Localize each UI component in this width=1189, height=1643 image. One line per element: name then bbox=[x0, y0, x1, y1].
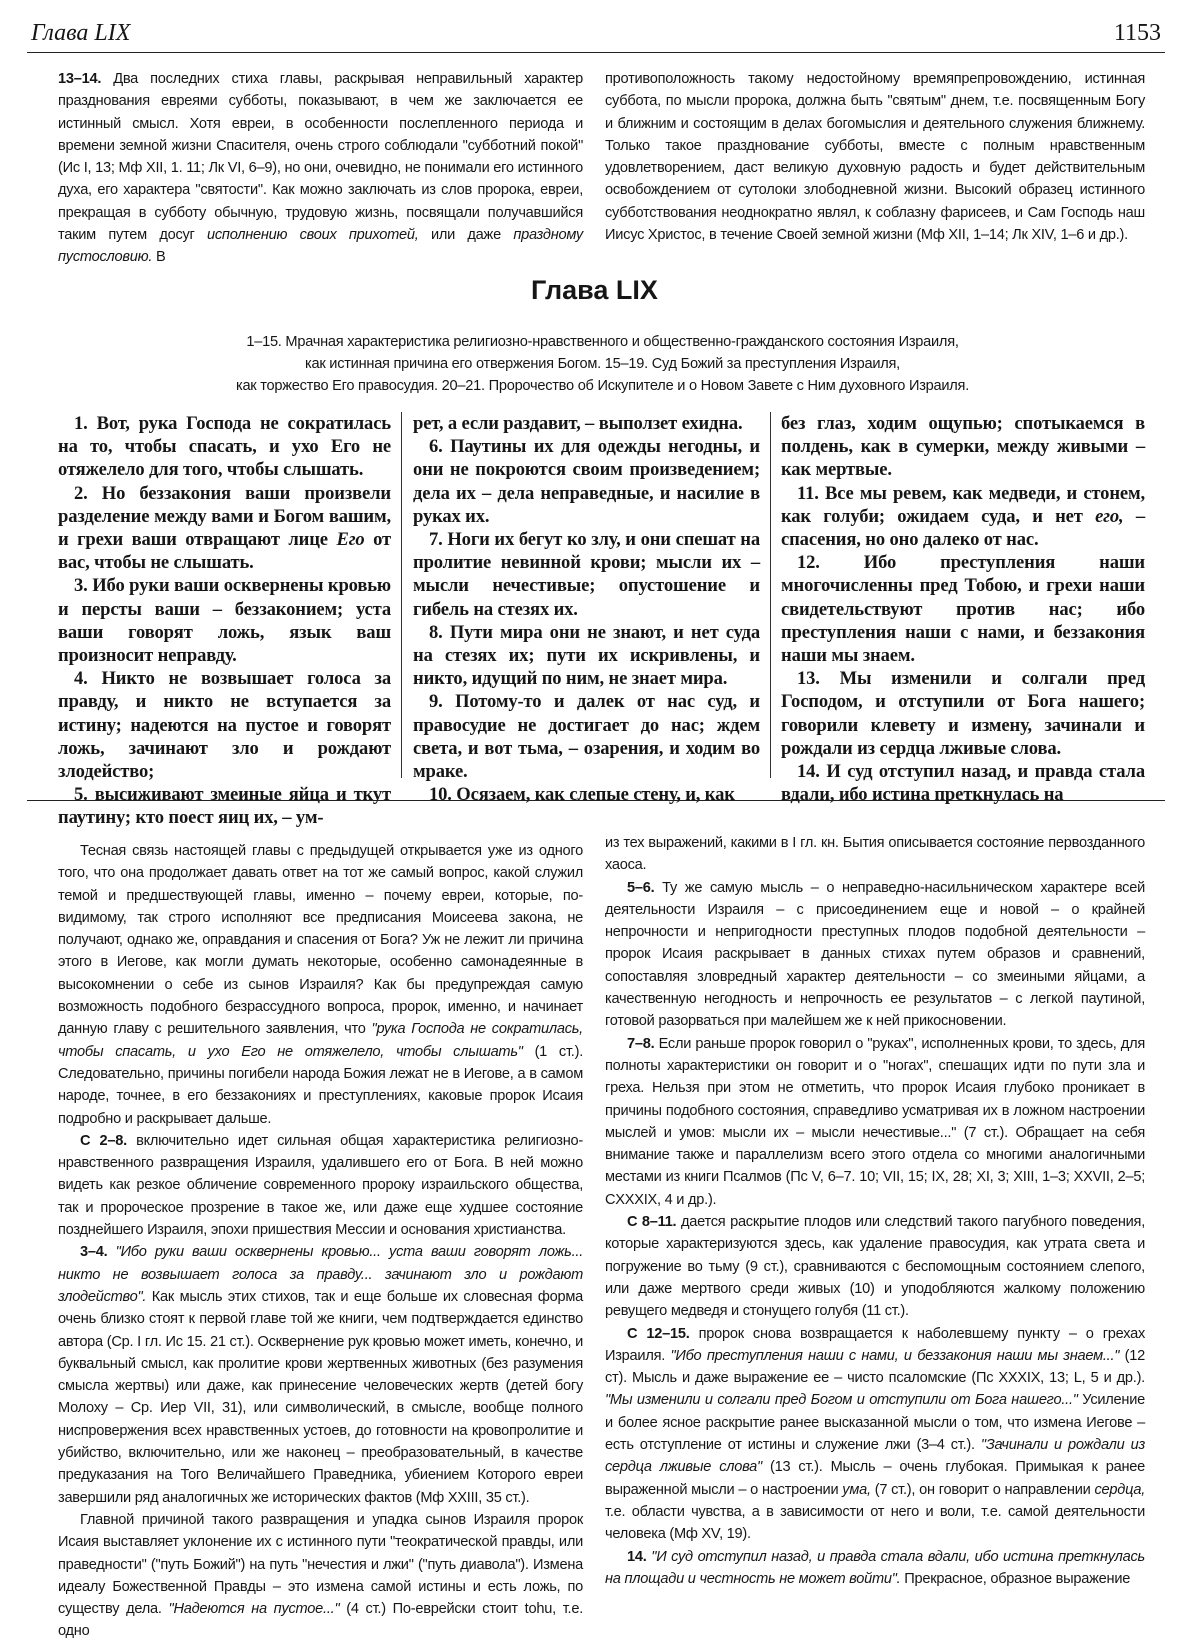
emphasis: "Надеются на пустое..." bbox=[168, 1601, 340, 1618]
verse-continuation: без глаз, ходим ощупью; спотыкаемся в полдень, как в сумерки, между живыми – как мертвые. bbox=[781, 413, 1145, 481]
page-number: 1153 bbox=[1113, 20, 1161, 46]
emphasis: "Мы изменили и солгали пред Богом и отступили от Бога нашего..." bbox=[605, 1392, 1078, 1409]
verse: 5. высиживают змеиные яйца и ткут паутину; кто поест яиц их, – ум- bbox=[58, 784, 391, 829]
scripture-column-3 bbox=[781, 412, 1145, 806]
verse-ref: С 12–15. bbox=[627, 1325, 690, 1342]
commentary-paragraph: С 8–11. дается раскрытие плодов или следствий такого пагубного поведения, которые характеризуются здесь, как удаление правосудия, как утрата света и погружение во тьму (9 ст.), сравниваются с беспомощным состоянием слепого, или даже мертвого среди живых (10) и уподобляются жалкому положению ревущего медведя и стонущего голубя (11 ст.). bbox=[605, 1214, 1146, 1320]
verse: 7. Ноги их бегут ко злу, и они спешат на пролитие невинной крови; мысли их – мысли нечестивые; опустошение и гибель на стезях их. bbox=[413, 529, 760, 620]
bottom-commentary-right bbox=[605, 832, 1145, 1590]
verse: 13. Мы изменили и солгали пред Господом, и отступили от Бога нашего; говорили клевету и измену, зачинали и рождали из сердца лживые слова. bbox=[781, 668, 1145, 759]
verse-ref: С 2–8. bbox=[80, 1132, 127, 1149]
commentary-paragraph: Главной причиной такого развращения и упадка сынов Израиля пророк Исаия выставляет уклонение их с истинного пути "теократической правды, или праведности" ("путь Божий") на путь "нечестия и лжи" ("путь диавола"). Измена идеалу Божественной Правды – это измена самой истины и есть ложь, по существу дела. "Надеются на пустое..." (4 ст.) По-еврейски стоит tohu, т.е. одно bbox=[58, 1511, 583, 1640]
commentary-paragraph: 14. "И суд отступил назад, и правда стала вдали, ибо истина преткнулась на площади и честность не может войти". Прекрасное, образное выражение bbox=[605, 1548, 1145, 1587]
emphasis: "Ибо руки ваши осквернены кровью... уста ваши говорят ложь... никто не возвышает голоса за правду... зачинают зло и рождают злодейство". bbox=[58, 1244, 584, 1305]
emphasis: "Ибо преступления наши с нами, и беззакония наши мы знаем..." bbox=[670, 1347, 1120, 1364]
emphasis: ума, bbox=[842, 1481, 871, 1498]
verse-ref: 3–4. bbox=[80, 1244, 108, 1261]
chapter-summary bbox=[150, 331, 1055, 397]
verse: 14. И суд отступил назад, и правда стала вдали, ибо истина преткнулась на bbox=[781, 761, 1145, 806]
verse-ref: 14. bbox=[627, 1548, 647, 1565]
commentary-paragraph bbox=[58, 68, 583, 269]
bottom-commentary-left bbox=[58, 840, 583, 1643]
emphasis: "И суд отступил назад, и правда стала вдали, ибо истина преткнулась на площади и честность не может войти". bbox=[605, 1548, 1145, 1587]
verse: 8. Пути мира они не знают, и нет суда на стезях их; пути их искривлены, и никто, идущий по ним, не знает мира. bbox=[413, 621, 760, 690]
emphasis: исполнению своих прихотей, bbox=[207, 227, 419, 244]
emphasis: сердца, bbox=[1094, 1481, 1146, 1498]
verse-ref: С 8–11. bbox=[627, 1214, 677, 1231]
emphasis: его, bbox=[1095, 505, 1124, 527]
commentary-text: В bbox=[152, 249, 166, 266]
commentary-paragraph: Тесная связь настоящей главы с предыдущей открывается уже из одного того, что она продолжает давать ответ на тот же самый вопрос, какой служил темой и предшествующей главы, именно – почему евреи, которые, по-видимому, так строго исполняют все предписания Моисеева закона, не получают, однако же, оправдания и спасения от Бога? Уж не лежит ли причина этого в Иегове, как могли думать некоторые, особенно самонадеянные в высокомнении о себе из сынов Израиля? Как бы предупреждая самую возможность подобного безрассудного вопроса, пророк, именно, и начинает данную главу с решительного заявления, что "рука Господа не сократилась, чтобы спасать, и ухо Его не отяжелело, чтобы слышать" (1 ст.). Следовательно, причины погибели народа Божия лежат не в Иегове, а в самом народе, точнее, в его беззакониях и преступлениях, каковые пророк Исаия подробно и раскрывает дальше. bbox=[58, 843, 583, 1127]
commentary-paragraph: С 12–15. пророк снова возвращается к наболевшему пункту – о грехах Израиля. "Ибо преступления наши с нами, и беззакония наши мы знаем..." (12 ст). Мысль и даже выражение ее – чисто псаломские (Пс XXXIX, 13; L, 5 и др.). "Мы изменили и солгали пред Богом и отступили от Бога нашего..." Усиление и более ясное раскрытие ранее высказанной мысли о том, что измена Иегове – есть отступление от истины и служение лжи (3–4 ст.). "Зачинали и рождали из сердца лживые слова" (13 ст.). Мысль – очень глубокая. Примыкая к ранее выраженной мысли – о настроении ума, (7 ст.), он говорит о направлении сердца, т.е. области чувства, а в зависимости от него и воли, т.е. самой деятельности человека (Мф XV, 19). bbox=[605, 1325, 1146, 1543]
scripture-text bbox=[58, 412, 1145, 829]
verse: 9. Потому-то и далек от нас суд, и правосудие не достигает до нас; ждем света, и вот тьма, – озарения, и ходим во мраке. bbox=[413, 691, 760, 783]
commentary-paragraph: противоположность такому недостойному времяпрепровождению, истинная суббота, по мысли пророка, должна быть "святым" днем, т.е. посвященным Богу и ближним и состоящим в делах богомыслия и деятельного служения ближнему. Только такое празднование субботы, вместе с полным нравственным удовлетворением, даст великую духовную радость и будет действительным освобождением от сутолоки злободневной жизни. Высокий образец истинного субботствования неоднократно являл, к соблазну фарисеев, и Сам Господь наш Иисус Христос, в течение Своей земной жизни (Мф XII, 1–14; Лк XIV, 1–6 и др.). bbox=[605, 71, 1145, 244]
verse-ref: 13–14. bbox=[58, 71, 102, 87]
commentary-paragraph: С 2–8. включительно идет сильная общая характеристика религиозно-нравственного развращения Израиля, удалившего его от Бога. В ней можно видеть как резкое обличение современного пророку израильского общества, так и пророческое прозрение в такое же, или даже еще худшее состояние позднейшего Израиля, эпохи пришествия Мессии и основания христианства. bbox=[58, 1132, 584, 1239]
summary-line: как торжество Его правосудия. 20–21. Пророчество об Искупителе и о Новом Завете с Ним духовного Израиля. bbox=[235, 378, 969, 394]
commentary-text: или даже bbox=[418, 227, 514, 244]
summary-line: 1–15. Мрачная характеристика религиозно-нравственного и общественно-гражданского состояния Израиля, bbox=[246, 334, 959, 350]
running-header bbox=[27, 16, 1165, 53]
verse: 10. Осязаем, как слепые стену, и, как bbox=[429, 784, 735, 806]
verse: 4. Никто не возвышает голоса за правду, и никто не вступается за истину; надеются на пустое и говорят ложь, зачинают зло и рождают злодейство; bbox=[58, 668, 391, 783]
commentary-paragraph: из тех выражений, какими в I гл. кн. Бытия описывается состояние первозданного хаоса. bbox=[605, 835, 1145, 874]
chapter-title: Глава LIX bbox=[531, 275, 658, 305]
top-commentary-left bbox=[58, 68, 583, 269]
verse-continuation: рет, а если раздавит, – выползет ехидна. bbox=[413, 413, 743, 434]
section-divider bbox=[27, 800, 1165, 801]
scripture-column-2 bbox=[413, 412, 760, 806]
commentary-paragraph: 3–4. "Ибо руки ваши осквернены кровью... уста ваши говорят ложь... никто не возвышает голоса за правду... зачинают зло и рождают злодейство". Как мысль этих стихов, так и еще больше их словесная форма очень близко стоят к первой главе той же книги, чем подтверждается единство автора (Ср. I гл. Ис 15. 21 ст.). Осквернение рук кровью может иметь, конечно, и буквальный смысл, как пролитие крови жертвенных животных (без разумения смысла жертвы) или даже, как принесение человеческих жертв (детей богу Молоху – Ср. Иер VII, 31), или символический, в смысле, вообще полного ниспровержения всех нравственных устоев, до готовности на кровопролитие и убийство, включительно, или же наконец – преобразовательный, в качестве предуказания на Того Величайшего Праведника, убиением Которого евреи завершили ряд аналогичных же исторических фактов (Мф XXIII, 35 ст.). bbox=[58, 1244, 584, 1506]
emphasis: "Зачинали и рождали из сердца лживые слова" bbox=[605, 1437, 1145, 1476]
running-title: Глава LIX bbox=[31, 20, 131, 46]
emphasis: праздному пустословию. bbox=[58, 227, 583, 266]
verse: 3. Ибо руки ваши осквернены кровью и персты ваши – беззаконием; уста ваши говорят ложь, язык ваш произносит неправду. bbox=[58, 575, 391, 667]
top-commentary-right bbox=[605, 68, 1145, 246]
commentary-paragraph: 5–6. Ту же самую мысль – о неправедно-насильническом характере всей деятельности Израиля – с присоединением еще и новой – о крайней непрочности и непригодности преступных плодов подобной деятельности – пророк Исаия раскрывает в данных стихах путем образов и сравнений, сопоставляя зловредный характер деятельности – со змеиными яйцами, а качественную негодность и непрочность ее результатов – с легкой паутиной, готовой разорваться при малейшем же к ней прикосновении. bbox=[605, 879, 1145, 1030]
scripture-column-1 bbox=[58, 412, 392, 829]
verse-ref: 5–6. bbox=[627, 879, 655, 896]
commentary-paragraph: 7–8. Если раньше пророк говорил о "руках", исполненных крови, то здесь, для полноты характеристики он говорит и о "ногах", спешащих идти по пути зла и греха. Нельзя при этом не отметить, что пророк Исаия глубоко проникает в причины подобного состояния, справедливо усматривая их в ложном настроении мыслей и умов: мысли их – мысли нечестивые..." (7 ст.). Обращает на себя внимание также и параллелизм всего этого отдела со многими аналогичными местами из книги Псалмов (Пс V, 6–7. 10; VII, 15; IX, 28; XI, 3; XIII, 1–3; XXVII, 2–5; CXXXIX, 4 и др.). bbox=[605, 1035, 1145, 1208]
column-divider bbox=[770, 412, 771, 778]
emphasis: "рука Господа не сократилась, чтобы спасать, и ухо Его не отяжелело, чтобы слышать" bbox=[58, 1021, 583, 1060]
emphasis: Его bbox=[336, 529, 365, 551]
verse: 1. Вот, рука Господа не сократилась на то, чтобы спасать, и ухо Его не отяжелело для того, чтобы слышать. bbox=[58, 413, 391, 481]
verse: 6. Паутины их для одежды негодны, и они не покроются своим произведением; дела их – дела неправедные, и насилие в руках их. bbox=[413, 436, 760, 527]
verse: 11. Все мы ревем, как медведи, и стонем, как голуби; ожидаем суда, и нет его, – спасения, но оно далеко от нас. bbox=[781, 482, 1145, 551]
summary-line: как истинная причина его отвержения Богом. 15–19. Суд Божий за преступления Израиля, bbox=[305, 356, 900, 372]
verse: 2. Но беззакония ваши произвели разделение между вами и Богом вашим, и грехи ваши отвращают лице Его от вас, чтобы не слышать. bbox=[58, 482, 392, 574]
verse-ref: 7–8. bbox=[627, 1035, 655, 1052]
column-divider bbox=[401, 412, 402, 778]
verse: 12. Ибо преступления наши многочисленны пред Тобою, и грехи наши свидетельствуют против нас; ибо преступления наши с нами, и беззакония наши мы знаем. bbox=[781, 552, 1145, 667]
commentary-text: Два последних стиха главы, раскрывая неправильный характер празднования евреями субботы, показывают, в чем же заключается ее истинный смысл. Хотя евреи, в особенности послепленного периода и времени земной жизни Спасителя, очень строго соблюдали "субботний покой" (Ис I, 13; Мф XII, 1. 11; Лк VI, 6–9), но они, очевидно, не понимали его истинного духа, его характера "святости". Как можно заключать из слов пророка, евреи, прекращая в субботу обычную, трудовую жизнь, посвящали получавшийся таким путем досуг bbox=[58, 71, 583, 244]
